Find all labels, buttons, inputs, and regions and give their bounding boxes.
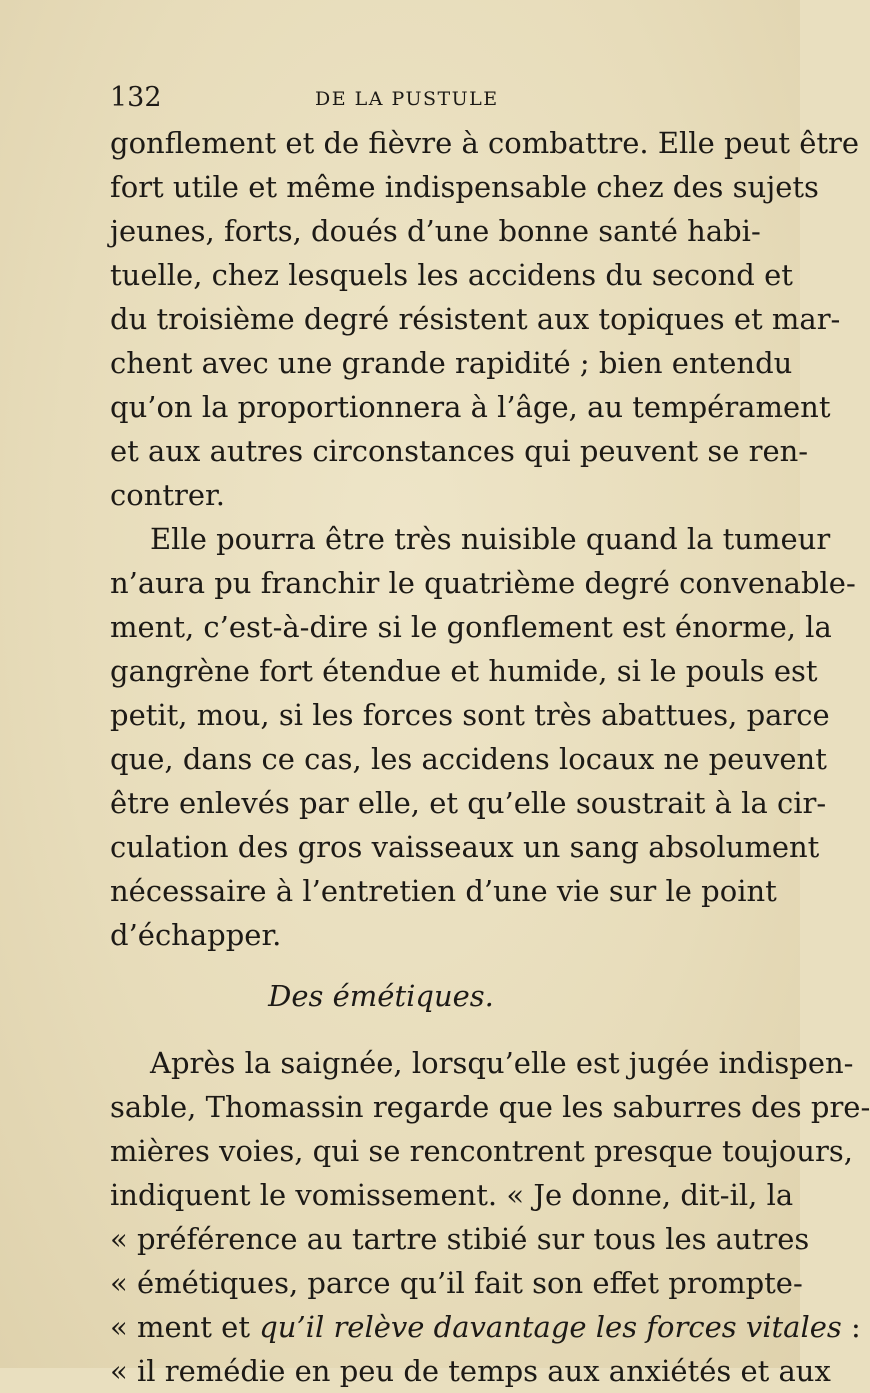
text-line: nécessaire à l’entretien d’une vie sur le point xyxy=(110,874,777,908)
running-head: DE LA PUSTULE xyxy=(315,88,499,110)
text-line: Elle pourra être très nuisible quand la tumeur xyxy=(150,522,831,556)
page-number: 132 xyxy=(110,82,162,113)
text-line: n’aura pu franchir le quatrième degré convenable- xyxy=(110,566,856,600)
text-line: mières voies, qui se rencontrent presque toujours, xyxy=(110,1134,853,1168)
text-line: « émétiques, parce qu’il fait son effet prompte- xyxy=(110,1266,803,1300)
text-line-mixed xyxy=(110,1305,861,1349)
text-line: petit, mou, si les forces sont très abattues, parce xyxy=(110,698,830,732)
text-line: indiquent le vomissement. « Je donne, dit-il, la xyxy=(110,1178,794,1212)
text-line: être enlevés par elle, et qu’elle soustrait à la cir- xyxy=(110,786,827,820)
section-heading: Des émétiques. xyxy=(268,979,494,1013)
text-roman: « ment et xyxy=(110,1310,260,1344)
text-italic: qu’il relève davantage les forces vitales xyxy=(259,1310,842,1344)
text-line: gonflement et de fièvre à combattre. Elle peut être xyxy=(110,126,860,160)
text-line: culation des gros vaisseaux un sang absolument xyxy=(110,830,820,864)
body-text xyxy=(110,121,870,1393)
text-line: gangrène fort étendue et humide, si le pouls est xyxy=(110,654,818,688)
paragraph-3 xyxy=(110,1041,870,1393)
text-line: ment, c’est-à-dire si le gonflement est énorme, la xyxy=(110,610,832,644)
text-line: chent avec une grande rapidité ; bien entendu xyxy=(110,346,793,380)
page-header xyxy=(110,82,730,122)
text-line: Après la saignée, lorsqu’elle est jugée indispen- xyxy=(150,1046,854,1080)
text-line: contrer. xyxy=(110,478,225,512)
text-line: et aux autres circonstances qui peuvent se ren- xyxy=(110,434,809,468)
text-line: que, dans ce cas, les accidens locaux ne peuvent xyxy=(110,742,827,776)
text-line: d’échapper. xyxy=(110,918,282,952)
text-line: tuelle, chez lesquels les accidens du second et xyxy=(110,258,793,292)
text-line: « préférence au tartre stibié sur tous les autres xyxy=(110,1222,810,1256)
text-line: du troisième degré résistent aux topiques et mar- xyxy=(110,302,841,336)
text-line: « il remédie en peu de temps aux anxiétés et aux xyxy=(110,1354,831,1388)
text-line: qu’on la proportionnera à l’âge, au tempérament xyxy=(110,390,831,424)
paragraph-2 xyxy=(110,517,856,957)
text-line: fort utile et même indispensable chez des sujets xyxy=(110,170,819,204)
text-line: jeunes, forts, doués d’une bonne santé habi- xyxy=(110,214,761,248)
paragraph-1 xyxy=(110,121,860,517)
text-line: sable, Thomassin regarde que les saburres des pre- xyxy=(110,1090,870,1124)
text-roman: : xyxy=(841,1310,861,1344)
